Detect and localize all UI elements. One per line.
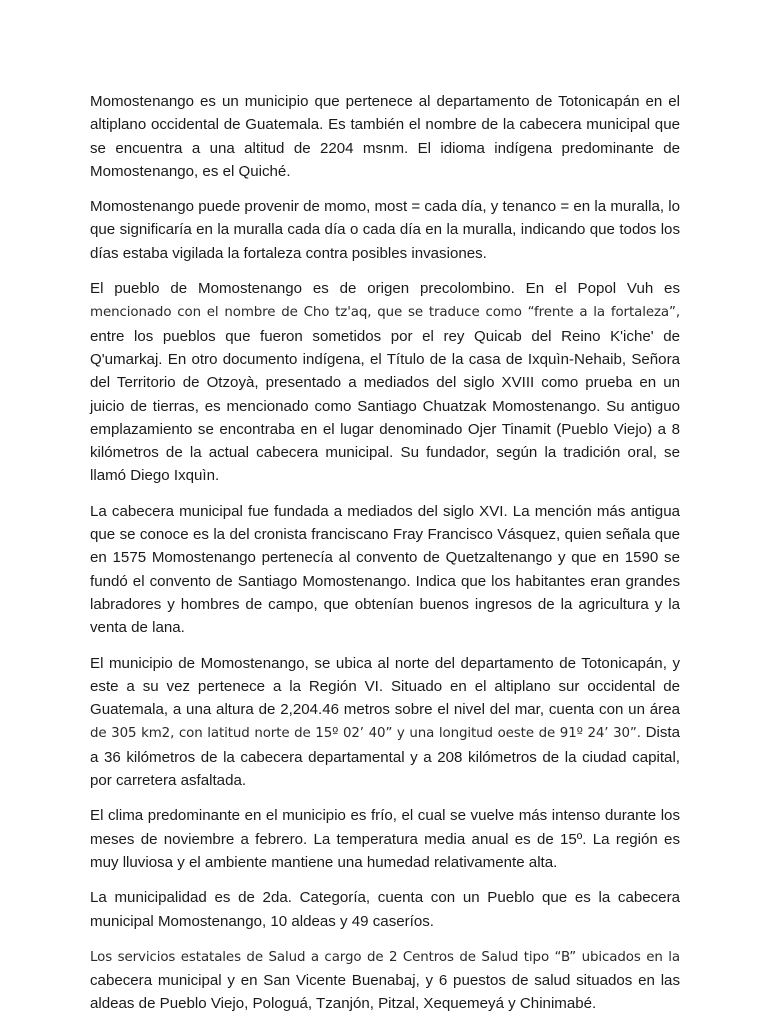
paragraph-7-text: La municipalidad es de 2da. Categoría, cuenta con un Pueblo que es la cabecera municipal Momostenango, 10 aldeas y 49 caseríos. [90,889,680,930]
paragraph-3 [90,277,680,488]
paragraph-4 [90,500,680,640]
paragraph-8 [90,945,680,1016]
paragraph-3-text-a: El pueblo de Momostenango es de origen precolombino. En el Popol Vuh es [90,280,680,298]
paragraph-2 [90,195,680,265]
paragraph-8-text-b: cabecera municipal y en San Vicente Buenabaj, y 6 puestos de salud situados en las aldeas de Pueblo Viejo, Pologuá, Tzanjón, Pitzal, Xequemeyá y Chinimabé. [90,972,680,1013]
paragraph-7 [90,886,680,933]
paragraph-3-text-b: mencionado con el nombre de Cho tz'aq, que se traduce como “frente a la fortaleza”, [90,305,680,321]
paragraph-6 [90,804,680,874]
paragraph-1 [90,90,680,183]
paragraph-5-text-b: de 305 km2, con latitud norte de 15º 02’ 40” y una longitud oeste de 91º 24’ 30”. [90,726,641,742]
paragraph-4-text: La cabecera municipal fue fundada a mediados del siglo XVI. La mención más antigua que se conoce es la del cronista franciscano Fray Francisco Vásquez, quien señala que en 1575 Momostenango pertenecía al convento de Quetzaltenango y que en 1590 se fundó el convento de Santiago Momostenango. Indica que los habitantes eran grandes labradores y hombres de campo, que obtenían buenos ingresos de la agricultura y la venta de lana. [90,502,680,637]
paragraph-6-text: El clima predominante en el municipio es frío, el cual se vuelve más intenso durante los meses de noviembre a febrero. La temperatura media anual es de 15º. La región es muy lluviosa y el ambiente mantiene una humedad relativamente alta. [90,807,680,871]
paragraph-5 [90,652,680,793]
paragraph-5-text-a: El municipio de Momostenango, se ubica al norte del departamento de Totonicapán, y este a su vez pertenece a la Región VI. Situado en el altiplano sur occidental de Guatemala, a una altura de 2,204.46 metros sobre el nivel del mar, cuenta con un área [90,654,680,719]
paragraph-1-text: Momostenango es un municipio que pertenece al departamento de Totonicapán en el altiplano occidental de Guatemala. Es también el nombre de la cabecera municipal que se encuentra a una altitud de 2204 msnm. El idioma indígena predominante de Momostenango, es el Quiché. [90,93,680,180]
paragraph-8-text-a: Los servicios estatales de Salud a cargo de 2 Centros de Salud tipo “B” ubicados en la [90,949,680,965]
paragraph-2-text: Momostenango puede provenir de momo, most = cada día, y tenanco = en la muralla, lo que significaría en la muralla cada día o cada día en la muralla, indicando que todos los días estaba vigilada la fortaleza contra posibles invasiones. [90,198,680,262]
paragraph-5-text-c: Dista a 36 kilómetros de la cabecera departamental y a 208 kilómetros de la ciudad capital, por carretera asfaltada. [90,724,680,790]
paragraph-3-text-c: entre los pueblos que fueron sometidos por el rey Quicab del Reino K'iche' de Q'umarkaj. En otro documento indígena, el Título de la casa de Ixquìn-Nehaib, Señora del Territorio de Otzoyà, presentado a mediados del siglo XVIII como prueba en un juicio de tierras, es mencionado como Santiago Chuatzak Momostenango. Su antiguo emplazamiento se encontraba en el lugar denominado Ojer Tinamit (Pueblo Viejo) a 8 kilómetros de la actual cabecera municipal. Su fundador, según la tradición oral, se llamó Diego Ixquìn. [90,327,680,485]
